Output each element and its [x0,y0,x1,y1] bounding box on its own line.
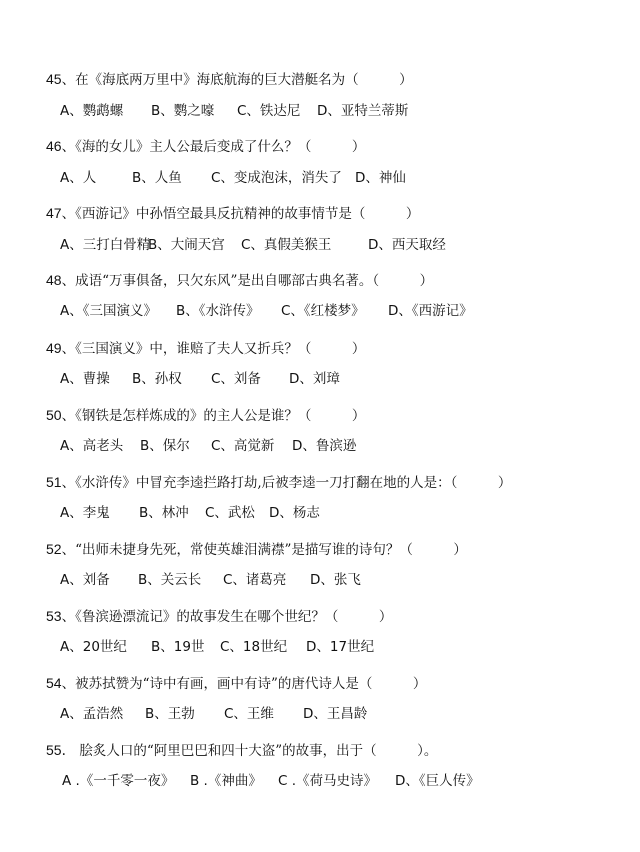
answer-option-c: C、变成泡沫，消失了 [211,170,342,186]
answer-option-d: D、17世纪 [306,639,375,655]
question-45 [46,70,413,89]
question-number: 47 [46,205,62,221]
question-55 [46,741,437,760]
answer-option-b: B、孙权 [132,371,182,387]
answer-option-c: C、王维 [224,706,274,722]
question-text: 、“出师未捷身先死，常使英雄泪满襟”是描写谁的诗句？（ ） [61,542,467,558]
question-50 [46,406,365,425]
question-text: 、《三国演义》中，谁赔了夫人又折兵？（ ） [61,341,366,357]
question-51 [46,473,511,492]
answer-option-c: C、高觉新 [211,438,275,454]
answer-option-d: D、西天取经 [368,237,446,253]
question-text: 、成语“万事俱备，只欠东风”是出自哪部古典名著。（ ） [61,273,434,289]
question-49 [46,339,365,358]
answer-option-a: A、《三国演义》 [60,303,157,319]
question-text: 、《海的女儿》主人公最后变成了什么？（ ） [61,139,366,155]
answer-option-a: A、曹操 [60,371,110,387]
question-text: 、《西游记》中孙悟空最具反抗精神的故事情节是（ ） [61,206,420,222]
question-number: 53 [46,608,62,624]
question-number: 49 [46,340,62,356]
answer-option-a: A、刘备 [60,572,110,588]
question-number: 46 [46,138,62,154]
answer-option-d: D、神仙 [355,170,406,186]
answer-option-b: B、林冲 [139,505,189,521]
answer-option-c: C、铁达尼 [237,103,301,119]
question-text: 、《钢铁是怎样炼成的》的主人公是谁？（ ） [61,408,366,424]
question-48 [46,271,433,290]
answer-option-b: B、大闹天宫 [148,237,225,253]
answer-option-c: C、刘备 [211,371,261,387]
question-47 [46,204,419,223]
answer-option-b: B、鹦之嚎 [151,103,215,119]
question-46 [46,137,365,156]
question-number: 48 [46,272,62,288]
question-number: 51 [46,474,62,490]
question-number: 45 [46,71,62,87]
answer-option-b: B、王勃 [145,706,195,722]
question-number: 52 [46,541,62,557]
answer-option-d: D、刘璋 [289,371,340,387]
answer-option-a: A、三打白骨精 [60,237,151,253]
answer-option-a: A、高老头 [60,438,124,454]
answer-option-c: C、真假美猴王 [241,237,332,253]
question-number: 54 [46,675,62,691]
answer-option-a: A .《一千零一夜》 [62,773,175,789]
answer-option-a: A、李鬼 [60,505,110,521]
answer-option-a: A、20世纪 [60,639,127,655]
answer-option-a: A、鹦鹉螺 [60,103,124,119]
answer-option-b: B、人鱼 [132,170,182,186]
answer-option-a: A、孟浩然 [60,706,124,722]
answer-option-c: C .《荷马史诗》 [278,773,378,789]
question-text: 、在《海底两万里中》海底航海的巨大潜艇名为（ ） [61,72,413,88]
answer-option-d: D、鲁滨逊 [292,438,357,454]
question-number: 50 [46,407,62,423]
answer-option-b: B .《神曲》 [190,773,262,789]
answer-option-c: C、诸葛亮 [223,572,287,588]
question-54 [46,674,426,693]
answer-option-a: A、人 [60,170,97,186]
answer-option-d: D、王昌龄 [303,706,368,722]
answer-option-d: D、亚特兰蒂斯 [317,103,409,119]
question-text: 、被苏拭赞为“诗中有画，画中有诗”的唐代诗人是（ ） [61,676,427,692]
question-text: 、《水浒传》中冒充李逵拦路打劫,后被李逵一刀打翻在地的人是：（ ） [61,475,512,491]
answer-option-b: B、《水浒传》 [176,303,260,319]
question-number: 55 [46,742,62,758]
answer-option-d: D、张飞 [310,572,361,588]
answer-option-d: D、《巨人传》 [395,773,480,789]
answer-option-c: C、《红楼梦》 [281,303,365,319]
question-text: 、《鲁滨逊漂流记》的故事发生在哪个世纪？（ ） [61,609,393,625]
answer-option-c: C、武松 [205,505,255,521]
question-52 [46,540,467,559]
answer-option-d: D、杨志 [269,505,320,521]
question-53 [46,607,392,626]
answer-option-b: B、关云长 [138,572,202,588]
answer-option-b: B、19世 [151,639,205,655]
question-text: . 脍炙人口的“阿里巴巴和四十大盗”的故事，出于（ ）。 [61,743,438,759]
answer-option-c: C、18世纪 [220,639,288,655]
answer-option-b: B、保尔 [140,438,190,454]
answer-option-d: D、《西游记》 [388,303,473,319]
